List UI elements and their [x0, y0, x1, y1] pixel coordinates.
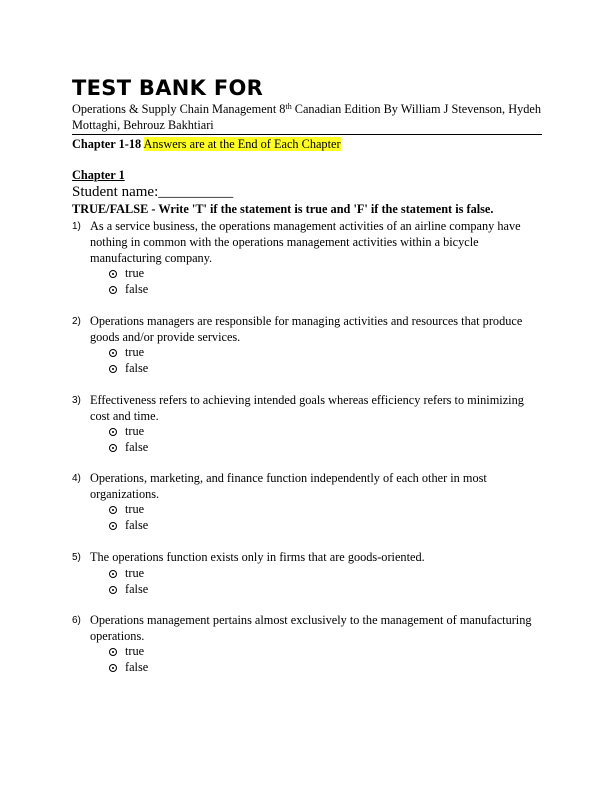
radio-icon[interactable]: [109, 648, 117, 656]
option-false[interactable]: [109, 439, 148, 455]
question-number: 2): [72, 316, 81, 327]
radio-icon[interactable]: [109, 270, 117, 278]
option-label: false: [125, 440, 149, 454]
true-false-instructions: TRUE/FALSE - Write 'T' if the statement is true and 'F' if the statement is false.: [72, 202, 494, 216]
option-false[interactable]: [109, 659, 148, 675]
student-name-label: Student name:__________: [72, 184, 234, 200]
radio-icon[interactable]: [109, 586, 117, 594]
radio-icon[interactable]: [109, 428, 117, 436]
question-text: As a service business, the operations management activities of an airline company have nothing in common with the operations management activities within a bicycle manufacturing company.: [90, 219, 521, 265]
option-label: true: [125, 566, 145, 580]
option-true[interactable]: [109, 344, 144, 360]
option-label: false: [125, 282, 149, 296]
chapter-range-line: [72, 137, 341, 152]
question-number: 3): [72, 395, 81, 406]
radio-icon[interactable]: [109, 365, 117, 373]
book-title: [72, 101, 542, 133]
book-title-main: Operations & Supply Chain Management 8: [72, 102, 286, 116]
option-true[interactable]: [109, 643, 144, 659]
option-label: true: [125, 502, 145, 516]
document-title: TEST BANK FOR: [72, 76, 264, 100]
header-divider: [72, 134, 542, 135]
option-label: false: [125, 361, 149, 375]
option-label: true: [125, 424, 145, 438]
option-true[interactable]: [109, 265, 144, 281]
option-false[interactable]: [109, 517, 148, 533]
book-title-authors: Canadian Edition By William J Stevenson, Hydeh Mottaghi, Behrouz Bakhtiari: [72, 102, 541, 132]
question-text: Effectiveness refers to achieving intended goals whereas efficiency refers to minimizing cost and time.: [90, 393, 524, 423]
radio-icon[interactable]: [109, 286, 117, 294]
radio-icon[interactable]: [109, 349, 117, 357]
option-label: false: [125, 582, 149, 596]
option-label: false: [125, 518, 149, 532]
option-label: true: [125, 644, 145, 658]
question-number: 4): [72, 473, 81, 484]
radio-icon[interactable]: [109, 444, 117, 452]
edition-superscript: th: [285, 102, 292, 111]
radio-icon[interactable]: [109, 570, 117, 578]
option-false[interactable]: [109, 281, 148, 297]
chapter-heading: Chapter 1: [72, 168, 125, 182]
question-text: The operations function exists only in firms that are goods-oriented.: [90, 550, 425, 564]
option-label: false: [125, 660, 149, 674]
radio-icon[interactable]: [109, 522, 117, 530]
option-true[interactable]: [109, 565, 144, 581]
radio-icon[interactable]: [109, 506, 117, 514]
option-true[interactable]: [109, 423, 144, 439]
option-label: true: [125, 266, 145, 280]
question-text: Operations, marketing, and finance function independently of each other in most organizations.: [90, 471, 487, 501]
question-text: Operations management pertains almost exclusively to the management of manufacturing operations.: [90, 613, 532, 643]
answers-note-highlight: Answers are at the End of Each Chapter: [143, 137, 341, 151]
option-true[interactable]: [109, 501, 144, 517]
question-text: Operations managers are responsible for managing activities and resources that produce goods and/or provide services.: [90, 314, 523, 344]
question-number: 1): [72, 221, 81, 232]
radio-icon[interactable]: [109, 664, 117, 672]
option-false[interactable]: [109, 581, 148, 597]
chapter-range-label: Chapter 1-18: [72, 137, 142, 151]
option-false[interactable]: [109, 360, 148, 376]
question-number: 6): [72, 615, 81, 626]
option-label: true: [125, 345, 145, 359]
question-number: 5): [72, 552, 81, 563]
